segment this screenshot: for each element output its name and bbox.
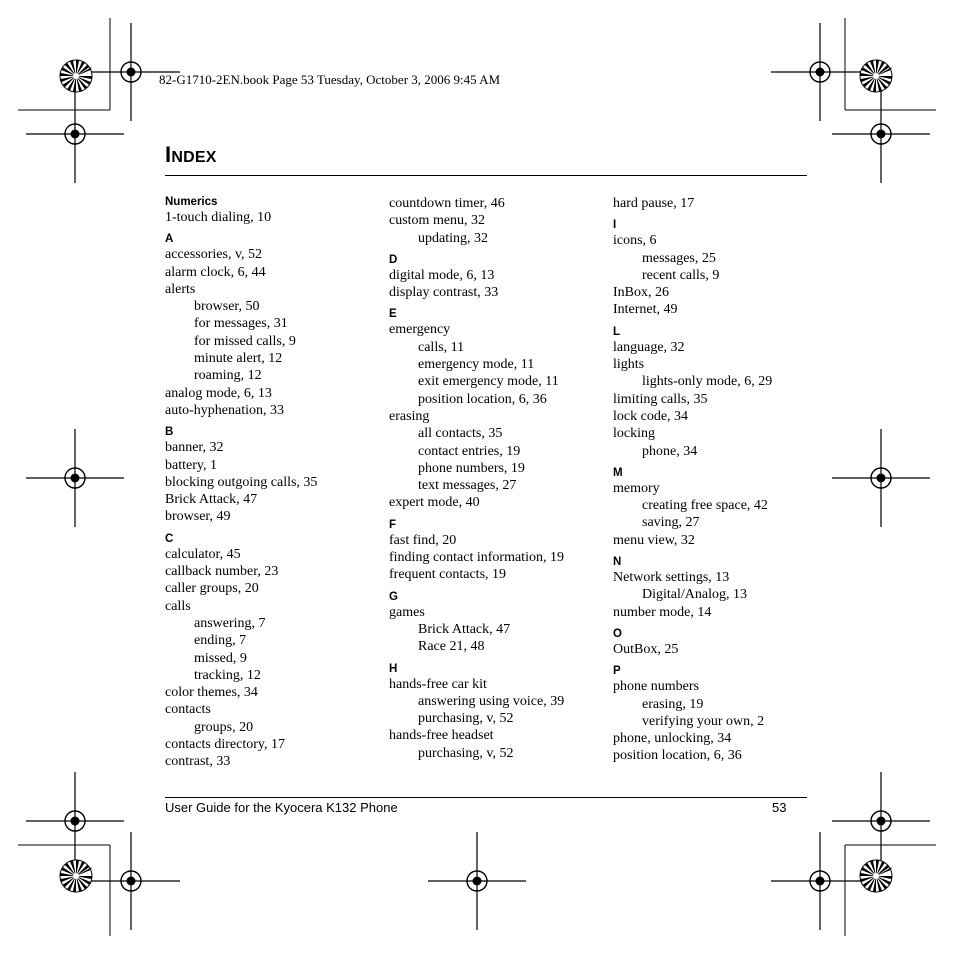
index-subentry: roaming, 12 — [194, 368, 262, 384]
title-initial: I — [165, 142, 172, 167]
registration-mark-left-lower — [26, 772, 124, 870]
index-column-2 — [389, 195, 609, 762]
book-info-line: 82-G1710-2EN.book Page 53 Tuesday, October 3, 2006 9:45 AM — [159, 72, 501, 87]
index-entry: accessories, v, 52 — [165, 247, 263, 263]
index-entry: fast find, 20 — [389, 532, 457, 548]
section-heading: L — [613, 325, 621, 338]
index-entry: contrast, 33 — [165, 754, 231, 770]
section-heading: E — [389, 308, 397, 321]
registration-mark-right-upper — [832, 85, 930, 183]
index-entry: OutBox, 25 — [613, 641, 679, 657]
index-entry: callback number, 23 — [165, 564, 279, 580]
index-subentry: recent calls, 9 — [642, 267, 720, 283]
index-entry: 1-touch dialing, 10 — [165, 210, 272, 225]
index-subentry: answering using voice, 39 — [418, 693, 565, 709]
index-entry: hands-free headset — [389, 728, 494, 744]
index-subentry: phone numbers, 19 — [418, 460, 525, 476]
star-target-top-left — [60, 60, 92, 92]
index-entry: analog mode, 6, 13 — [165, 385, 272, 401]
page-number: 53 — [772, 800, 787, 815]
index-entry: emergency — [389, 322, 451, 338]
index-entry: color themes, 34 — [165, 685, 258, 701]
index-entry: contacts directory, 17 — [165, 737, 285, 753]
section-heading: N — [613, 556, 622, 569]
index-subentry: contact entries, 19 — [418, 443, 521, 459]
section-heading: M — [613, 466, 623, 479]
index-entry: battery, 1 — [165, 457, 217, 473]
index-entry: limiting calls, 35 — [613, 391, 708, 407]
section-heading: I — [613, 219, 617, 232]
star-target-bottom-right — [860, 860, 892, 892]
footer-guide-title: User Guide for the Kyocera K132 Phone — [165, 800, 398, 815]
index-entry: Network settings, 13 — [613, 570, 730, 586]
index-entry: phone, unlocking, 34 — [613, 731, 732, 747]
index-subentry: text messages, 27 — [418, 478, 517, 494]
index-subentry: ending, 7 — [194, 633, 247, 649]
index-entry: expert mode, 40 — [389, 495, 480, 511]
index-subentry: browser, 50 — [194, 299, 260, 315]
registration-mark-right-middle — [832, 429, 930, 527]
index-subentry: verifying your own, 2 — [642, 713, 765, 729]
index-entry: banner, 32 — [165, 440, 224, 456]
section-heading: Numerics — [165, 196, 218, 208]
index-entry: icons, 6 — [613, 233, 657, 249]
index-entry: lights — [613, 357, 645, 373]
section-heading: C — [165, 532, 174, 545]
index-subentry: lights-only mode, 6, 29 — [642, 374, 773, 390]
registration-mark-left-middle — [26, 429, 124, 527]
index-subentry: Brick Attack, 47 — [418, 621, 511, 637]
index-entry: alarm clock, 6, 44 — [165, 264, 266, 280]
page-title — [165, 142, 217, 168]
index-entry: blocking outgoing calls, 35 — [165, 474, 318, 490]
section-heading: H — [389, 662, 398, 675]
index-subentry: all contacts, 35 — [418, 426, 503, 442]
registration-mark-right-lower — [832, 772, 930, 870]
section-heading: D — [389, 253, 398, 266]
registration-mark-bottom-right — [771, 832, 869, 930]
index-subentry: purchasing, v, 52 — [418, 745, 514, 761]
registration-mark-left-upper — [26, 85, 124, 183]
index-entry: games — [389, 604, 425, 620]
registration-mark-bottom-left — [82, 832, 180, 930]
index-subentry: tracking, 12 — [194, 667, 261, 683]
index-entry: language, 32 — [613, 339, 685, 355]
index-subentry: Digital/Analog, 13 — [642, 587, 747, 603]
index-subentry: position location, 6, 36 — [418, 391, 547, 407]
section-heading: G — [389, 590, 398, 603]
index-entry: calculator, 45 — [165, 546, 241, 562]
index-subentry: Race 21, 48 — [418, 639, 485, 655]
index-entry: finding contact information, 19 — [389, 550, 564, 566]
index-entry: frequent contacts, 19 — [389, 567, 507, 583]
index-entry: custom menu, 32 — [389, 213, 486, 229]
index-entry: menu view, 32 — [613, 532, 695, 548]
index-subentry: answering, 7 — [194, 615, 266, 631]
registration-mark-top-right — [771, 23, 869, 121]
index-entry: erasing — [389, 408, 430, 424]
index-entry: number mode, 14 — [613, 604, 712, 620]
index-entry: calls — [165, 598, 191, 614]
index-subentry: emergency mode, 11 — [418, 357, 535, 373]
index-entry: Internet, 49 — [613, 302, 678, 318]
index-entry: memory — [613, 480, 660, 496]
index-subentry: calls, 11 — [418, 339, 465, 355]
index-entry: auto-hyphenation, 33 — [165, 402, 284, 418]
section-heading: O — [613, 627, 622, 640]
index-entry: hands-free car kit — [389, 676, 487, 692]
index-subentry: updating, 32 — [418, 230, 488, 246]
index-entry: caller groups, 20 — [165, 581, 259, 597]
index-entry: lock code, 34 — [613, 408, 689, 424]
index-subentry: creating free space, 42 — [642, 498, 768, 514]
index-entry: phone numbers — [613, 679, 699, 695]
registration-mark-bottom-center — [428, 832, 526, 930]
index-subentry: erasing, 19 — [642, 696, 704, 712]
index-entry: hard pause, 17 — [613, 196, 695, 211]
index-entry: countdown timer, 46 — [389, 196, 505, 211]
index-entry: position location, 6, 36 — [613, 748, 742, 764]
section-heading: F — [389, 518, 397, 531]
title-rule — [165, 175, 807, 176]
index-subentry: phone, 34 — [642, 443, 698, 459]
star-target-bottom-left — [60, 860, 92, 892]
index-subentry: saving, 27 — [642, 515, 700, 531]
index-column-3 — [613, 195, 833, 765]
index-entry: display contrast, 33 — [389, 285, 499, 301]
index-subentry: missed, 9 — [194, 650, 247, 666]
footer-rule — [165, 797, 807, 798]
title-rest: NDEX — [171, 149, 217, 166]
index-entry: contacts — [165, 702, 211, 718]
section-heading: P — [613, 665, 621, 678]
index-entry: browser, 49 — [165, 509, 231, 525]
index-subentry: for messages, 31 — [194, 316, 288, 332]
star-target-top-right — [860, 60, 892, 92]
section-heading: A — [165, 233, 174, 246]
index-entry: alerts — [165, 281, 196, 297]
index-subentry: purchasing, v, 52 — [418, 711, 514, 727]
index-subentry: messages, 25 — [642, 250, 716, 266]
index-entry: digital mode, 6, 13 — [389, 267, 495, 283]
index-subentry: exit emergency mode, 11 — [418, 374, 559, 390]
index-subentry: for missed calls, 9 — [194, 333, 296, 349]
index-entry: InBox, 26 — [613, 285, 669, 301]
index-subentry: groups, 20 — [194, 719, 254, 735]
section-heading: B — [165, 426, 174, 439]
index-subentry: minute alert, 12 — [194, 351, 283, 367]
index-column-1 — [165, 195, 385, 771]
index-entry: locking — [613, 426, 655, 442]
index-entry: Brick Attack, 47 — [165, 492, 258, 508]
